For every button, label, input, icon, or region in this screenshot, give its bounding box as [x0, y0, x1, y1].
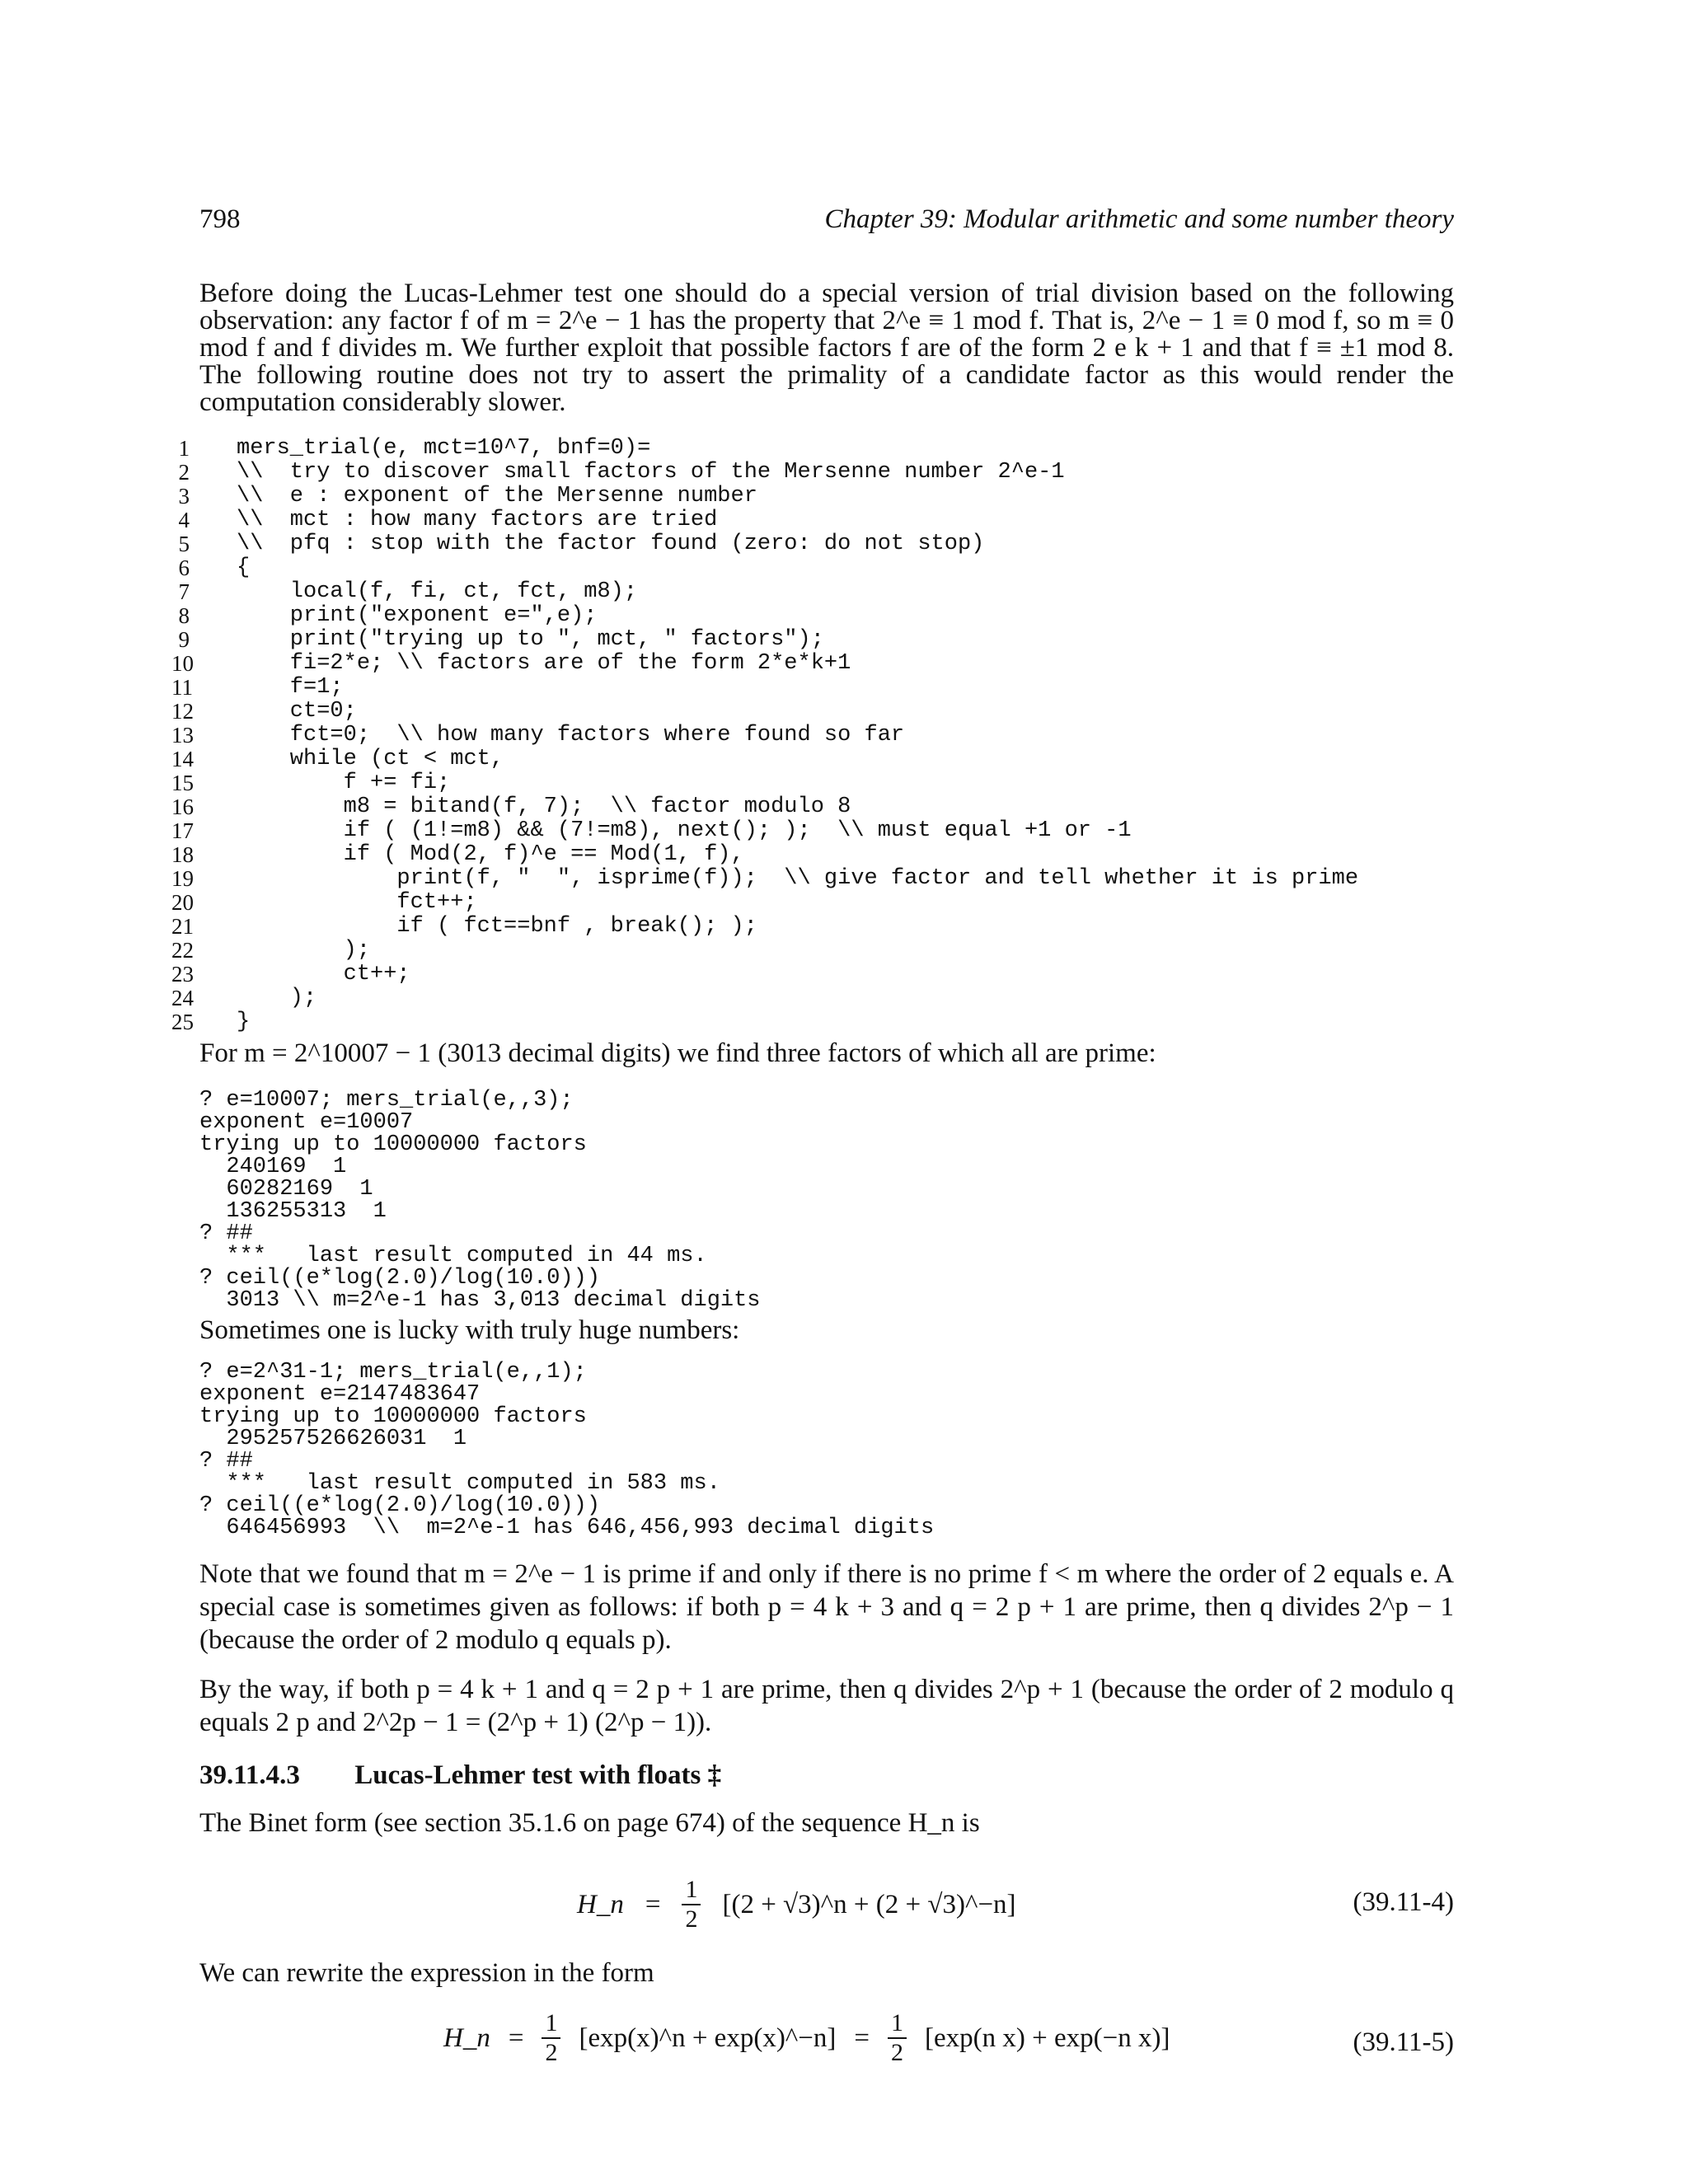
- eq2-mid: [exp(x)^n + exp(x)^−n]: [579, 2022, 837, 2053]
- section-heading: [199, 1760, 721, 1791]
- terminal-line: exponent e=2147483647: [199, 1382, 481, 1407]
- code-line: fct++;: [237, 890, 477, 915]
- eq1-frac-num: 1: [682, 1876, 701, 1905]
- terminal-line: ? ceil((e*log(2.0)/log(10.0))): [199, 1266, 601, 1291]
- eq2-frac2-num: 1: [888, 2009, 907, 2039]
- eq2-rel: =: [508, 2022, 524, 2053]
- example-paragraph: For m = 2^10007 − 1 (3013 decimal digits) we find three factors of which all are prime:: [199, 1038, 1156, 1068]
- code-line: );: [237, 938, 371, 963]
- equation-39-11-4: [199, 1854, 1454, 1945]
- terminal-line: 3013 \\ m=2^e-1 has 3,013 decimal digits: [199, 1288, 761, 1313]
- code-line-number: 20: [171, 890, 194, 915]
- eq1-frac-den: 2: [685, 1905, 698, 1933]
- code-line-number: 16: [171, 794, 194, 819]
- code-line-number: 3: [178, 484, 190, 509]
- code-line-number: 11: [171, 675, 193, 700]
- terminal-line: ? ##: [199, 1221, 253, 1246]
- eq2-lhs: H_n: [443, 2022, 490, 2053]
- page-header: [199, 204, 1454, 241]
- code-line-number: 6: [178, 555, 190, 580]
- note-paragraph: Note that we found that m = 2^e − 1 is prime if and only if there is no prime f < m where the order of 2 equals e. A special case is sometimes given as follows: if both p = 4 k + 3 and q = 2 p + 1 are prime, then q divides 2^p − 1 (because the order of 2 modulo q equals p).: [199, 1559, 1454, 1655]
- terminal-line: exponent e=10007: [199, 1110, 414, 1135]
- code-line-number: 15: [171, 771, 194, 795]
- rewrite-paragraph: We can rewrite the expression in the form: [199, 1958, 654, 1988]
- code-line-number: 14: [171, 747, 194, 771]
- code-line-number: 24: [171, 986, 194, 1010]
- code-line: {: [237, 555, 251, 580]
- code-line: f=1;: [237, 675, 344, 700]
- equation-39-11-5: [199, 1994, 1454, 2085]
- code-line-number: 22: [171, 938, 194, 963]
- code-line-number: 21: [171, 914, 194, 939]
- eq1-number: (39.11-4): [1353, 1887, 1454, 1917]
- code-line: print("exponent e=",e);: [237, 603, 598, 628]
- code-line: print(f, " ", isprime(f)); \\ give factor and tell whether it is prime: [237, 866, 1359, 891]
- code-line-number: 17: [171, 818, 194, 843]
- page-number: 798: [199, 204, 241, 234]
- terminal-line: trying up to 10000000 factors: [199, 1132, 587, 1157]
- code-line-number: 18: [171, 842, 194, 867]
- code-line: ct++;: [237, 962, 410, 987]
- code-line-number: 23: [171, 962, 194, 987]
- terminal-line: ? e=10007; mers_trial(e,,3);: [199, 1088, 574, 1113]
- terminal-line: ? e=2^31-1; mers_trial(e,,1);: [199, 1360, 587, 1385]
- terminal-line: ? ##: [199, 1449, 253, 1474]
- eq2-frac1-num: 1: [542, 2009, 560, 2039]
- eq2-frac2-den: 2: [891, 2039, 904, 2066]
- terminal-line: *** last result computed in 583 ms.: [199, 1471, 720, 1496]
- code-line-number: 9: [178, 627, 190, 652]
- byway-paragraph: By the way, if both p = 4 k + 1 and q = 2 p + 1 are prime, then q divides 2^p + 1 (because the order of 2 modulo q equals 2 p and 2^2p − 1 = (2^p + 1) (2^p − 1)).: [199, 1675, 1454, 1737]
- terminal-output-1: [199, 1090, 761, 1312]
- code-line: local(f, fi, ct, fct, m8);: [237, 579, 638, 604]
- code-line-numbers: [171, 436, 194, 1034]
- terminal-line: 136255313 1: [199, 1199, 387, 1224]
- chapter-title: Chapter 39: Modular arithmetic and some number theory: [824, 204, 1454, 234]
- terminal-line: trying up to 10000000 factors: [199, 1404, 587, 1429]
- code-line: m8 = bitand(f, 7); \\ factor modulo 8: [237, 794, 851, 819]
- code-line-number: 12: [171, 699, 194, 724]
- code-line: ct=0;: [237, 699, 357, 724]
- code-line-number: 1: [178, 436, 190, 461]
- terminal-line: 295257526626031 1: [199, 1427, 467, 1451]
- code-line-number: 19: [171, 866, 194, 891]
- code-line: while (ct < mct,: [237, 747, 504, 771]
- terminal-line: 646456993 \\ m=2^e-1 has 646,456,993 decimal digits: [199, 1516, 935, 1540]
- code-line: print("trying up to ", mct, " factors");: [237, 627, 824, 652]
- code-line: \\ pfq : stop with the factor found (zero: do not stop): [237, 532, 985, 556]
- code-line: if ( (1!=m8) && (7!=m8), next(); ); \\ must equal +1 or -1: [237, 818, 1132, 843]
- binet-paragraph: The Binet form (see section 35.1.6 on page 674) of the sequence H_n is: [199, 1808, 980, 1838]
- code-line-number: 13: [171, 723, 194, 748]
- section-title: Lucas-Lehmer test with floats ‡: [354, 1760, 722, 1790]
- code-line-number: 4: [178, 508, 190, 532]
- code-line: if ( Mod(2, f)^e == Mod(1, f),: [237, 842, 744, 867]
- lucky-paragraph: Sometimes one is lucky with truly huge numbers:: [199, 1315, 740, 1345]
- eq2-number: (39.11-5): [1353, 2027, 1454, 2057]
- code-line-number: 10: [171, 651, 194, 676]
- terminal-line: 60282169 1: [199, 1177, 373, 1202]
- eq2-frac1-den: 2: [545, 2039, 558, 2066]
- eq1-rhs: [(2 + √3)^n + (2 + √3)^−n]: [722, 1889, 1016, 1919]
- code-line: if ( fct==bnf , break(); );: [237, 914, 757, 939]
- code-line-number: 2: [178, 460, 190, 485]
- code-line-number: 8: [178, 603, 190, 628]
- terminal-line: *** last result computed in 44 ms.: [199, 1244, 707, 1268]
- section-number: 39.11.4.3: [199, 1760, 300, 1790]
- code-line-number: 25: [171, 1010, 194, 1034]
- code-line: \\ e : exponent of the Mersenne number: [237, 484, 757, 509]
- eq2-fraction-2: [888, 2009, 907, 2067]
- eq1-lhs: H_n: [577, 1889, 624, 1919]
- code-line: mers_trial(e, mct=10^7, bnf=0)=: [237, 436, 651, 461]
- terminal-output-2: [199, 1361, 934, 1540]
- eq1-rel: =: [645, 1889, 661, 1919]
- intro-paragraph: Before doing the Lucas-Lehmer test one should do a special version of trial division based on the following observation: any factor f of m = 2^e − 1 has the property that 2^e ≡ 1 mod f. That is, 2^e − 1 ≡ 0 mod f, so m ≡ 0 mod f and f divides m. We further exploit that possible factors f are of the form 2 e k + 1 and that f ≡ ±1 mod 8. The following routine does not try to assert the primality of a candidate factor as this would render the computation considerably slower.: [199, 279, 1454, 417]
- code-line: fct=0; \\ how many factors where found so far: [237, 723, 905, 748]
- code-listing: [237, 437, 1358, 1034]
- code-line: );: [237, 986, 317, 1010]
- code-line-number: 5: [178, 532, 190, 556]
- eq2-rhs: [exp(n x) + exp(−n x)]: [925, 2022, 1170, 2053]
- terminal-line: ? ceil((e*log(2.0)/log(10.0))): [199, 1493, 601, 1518]
- code-line: f += fi;: [237, 771, 451, 795]
- code-line: \\ try to discover small factors of the Mersenne number 2^e-1: [237, 460, 1065, 485]
- code-line-number: 7: [178, 579, 190, 604]
- code-line: }: [237, 1010, 251, 1034]
- terminal-line: 240169 1: [199, 1155, 347, 1179]
- eq2-fraction-1: [542, 2009, 560, 2067]
- eq2-rel2: =: [854, 2022, 870, 2053]
- code-line: fi=2*e; \\ factors are of the form 2*e*k+1: [237, 651, 851, 676]
- code-line: \\ mct : how many factors are tried: [237, 508, 718, 532]
- eq1-fraction: [682, 1876, 701, 1933]
